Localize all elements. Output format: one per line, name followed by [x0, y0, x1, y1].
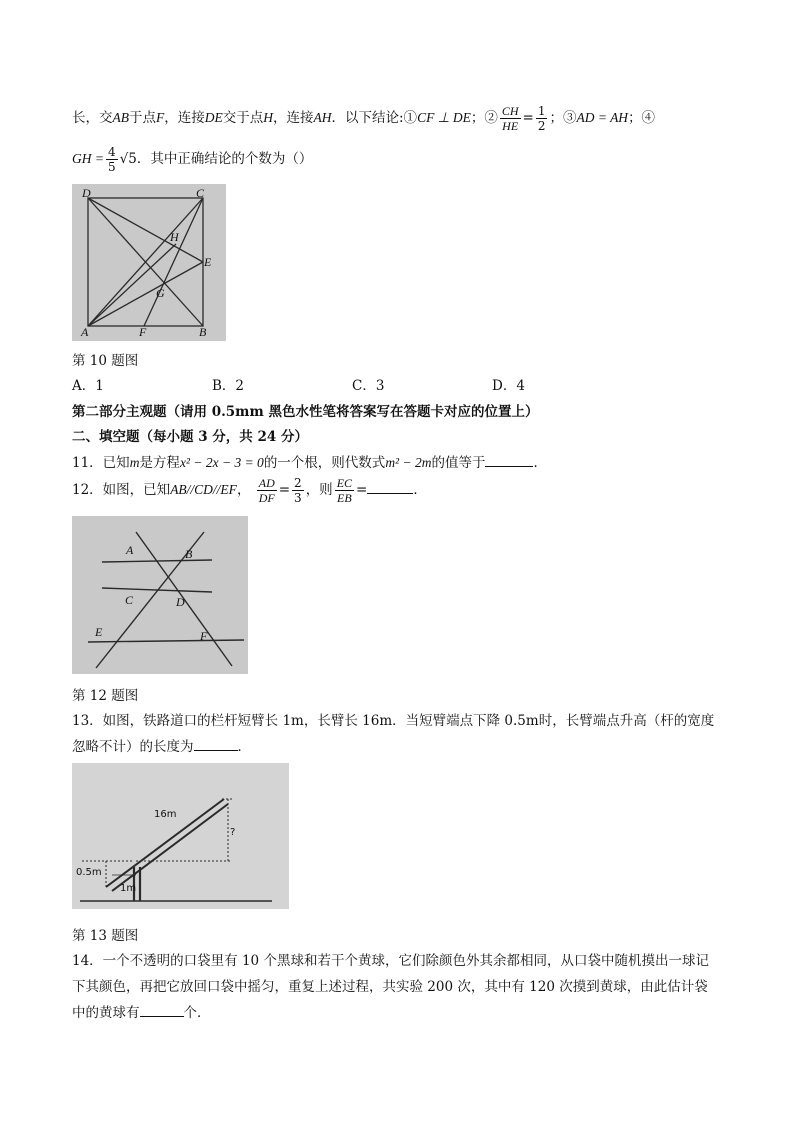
conclusion-4-fraction [106, 145, 118, 174]
var-f: F [156, 110, 165, 125]
fraction-numerator: 4 [107, 145, 116, 159]
fraction-denominator: DF [258, 491, 275, 505]
fraction-denominator: 2 [537, 119, 546, 133]
fraction-denominator: 5 [107, 160, 116, 174]
var-m: m [129, 455, 140, 470]
q10-figure [72, 184, 226, 341]
q10-text: 长，交 [72, 110, 113, 126]
fraction-2-3 [292, 476, 304, 505]
option-a: A．1 [72, 378, 104, 394]
q14-line1: 14．一个不透明的口袋里有 10 个黑球和若干个黄球，它们除颜色外其余都相同，从口袋中随机摸出一球记 [72, 953, 709, 969]
q10-text: 交于点 [222, 110, 264, 126]
answer-blank[interactable] [367, 481, 413, 494]
fraction-denominator: EB [337, 491, 352, 505]
fraction-ad-df [257, 476, 277, 505]
fraction-ec-eb [335, 476, 354, 505]
label-f: F [139, 325, 147, 339]
label-c: C [196, 186, 205, 200]
fraction-numerator: AD [258, 476, 275, 490]
conclusion-4-lhs: GH = [72, 151, 104, 166]
q14-part: 中的黄球有 [72, 1005, 140, 1021]
q11-part: 的一个根，则代数式 [263, 455, 386, 471]
q10-text-line2 [72, 145, 312, 174]
q14-line2: 下其颜色，再把它放回口袋中摇匀，重复上述过程，共实验 200 次，其中有 120 次摸到黄球，由此估计袋 [72, 979, 708, 995]
q11-part: 是方程 [139, 455, 180, 471]
fraction-numerator: EC [336, 476, 353, 490]
q12-caption: 第 12 题图 [72, 688, 139, 704]
equals-sign: = [356, 482, 368, 498]
q13-figure [72, 763, 289, 909]
answer-blank[interactable] [140, 1004, 184, 1017]
var-ab: AB [112, 110, 129, 125]
fraction-numerator: 1 [537, 104, 546, 118]
q12-part: 12．如图，已知 [72, 482, 171, 498]
q10-text: ；③ [549, 110, 577, 126]
label-c: C [125, 593, 134, 607]
q12-figure [72, 516, 248, 674]
q12-part: ，则 [305, 482, 333, 498]
label-1m: 1m [120, 883, 137, 894]
q11-text [72, 451, 547, 471]
expression: m² − 2m [385, 455, 432, 470]
q11-part: 的值等于 [431, 455, 486, 471]
q10-text: ，连接 [273, 110, 314, 126]
parallel-statement: AB//CD//EF [170, 482, 237, 497]
section-heading: 二、填空题（每小题 3 分，共 24 分） [72, 429, 308, 445]
q13-part: ． [237, 739, 251, 755]
segment-cf [144, 198, 203, 326]
q10-text: ．以下结论:① [331, 110, 418, 126]
q12-part: ， [236, 482, 251, 498]
fraction-numerator: 2 [294, 476, 302, 490]
label-d: D [82, 186, 91, 200]
square-diagram [72, 184, 226, 341]
equation: x² − 2x − 3 = 0 [179, 455, 264, 470]
q11-part: ． [533, 455, 547, 471]
part2-heading: 第二部分主观题（请用 0.5mm 黑色水性笔将答案写在答题卡对应的位置上） [72, 404, 539, 420]
q13-line2 [72, 735, 251, 755]
option-b: B．2 [212, 378, 245, 394]
q13-caption: 第 13 题图 [72, 928, 139, 944]
equals-sign: = [522, 110, 534, 126]
railway-barrier-diagram [72, 763, 289, 909]
q10-text: ；② [470, 110, 498, 126]
option-d: D．4 [492, 378, 525, 394]
q10-text: ；④ [628, 110, 656, 126]
segment-de [88, 198, 203, 262]
label-e: E [204, 255, 212, 269]
label-a: A [126, 543, 134, 557]
var-de: DE [204, 110, 223, 125]
label-b: B [199, 325, 207, 339]
q12-part: ． [413, 482, 427, 498]
q14-part: 个． [183, 1005, 211, 1021]
label-0-5m: 0.5m [76, 867, 102, 878]
label-16m: 16m [154, 809, 177, 820]
q10-text: ．其中正确结论的个数为（） [136, 151, 313, 167]
option-c: C．3 [352, 378, 385, 394]
conclusion-2-fraction [500, 104, 521, 133]
q12-text [72, 476, 427, 505]
fraction-denominator: HE [502, 119, 519, 133]
label-f: F [200, 629, 208, 643]
label-b: B [185, 547, 193, 561]
q13-line1: 13．如图，铁路道口的栏杆短臂长 1m，长臂长 16m．当短臂端点下降 0.5m时，长臂端点升高（杆的宽度 [72, 713, 715, 729]
q10-text: ，连接 [164, 110, 205, 126]
parallel-lines-diagram [72, 516, 248, 674]
q11-part: 11．已知 [72, 455, 130, 471]
equals-sign: = [278, 482, 291, 498]
q10-text: 于点 [129, 110, 156, 126]
label-e: E [95, 625, 103, 639]
q10-text-line1 [72, 104, 655, 133]
var-h: H [263, 110, 273, 125]
conclusion-2-ratio [536, 104, 548, 133]
label-g: G [156, 286, 165, 300]
sqrt-5: √5 [119, 151, 137, 167]
fraction-denominator: 3 [294, 491, 302, 505]
q14-line3 [72, 1001, 211, 1021]
line-ef [88, 640, 244, 642]
q13-part: 忽略不计）的长度为 [72, 739, 194, 755]
label-h: H [170, 230, 179, 244]
conclusion-3: AD = AH [576, 110, 629, 125]
label-a: A [81, 325, 89, 339]
label-d: D [176, 595, 185, 609]
label-question: ? [230, 827, 236, 838]
fraction-numerator: CH [501, 104, 519, 118]
answer-blank[interactable] [485, 454, 533, 467]
q10-caption: 第 10 题图 [72, 353, 139, 369]
conclusion-1: CF ⊥ DE [417, 110, 471, 125]
var-ah: AH [313, 110, 332, 125]
answer-blank[interactable] [194, 738, 238, 751]
